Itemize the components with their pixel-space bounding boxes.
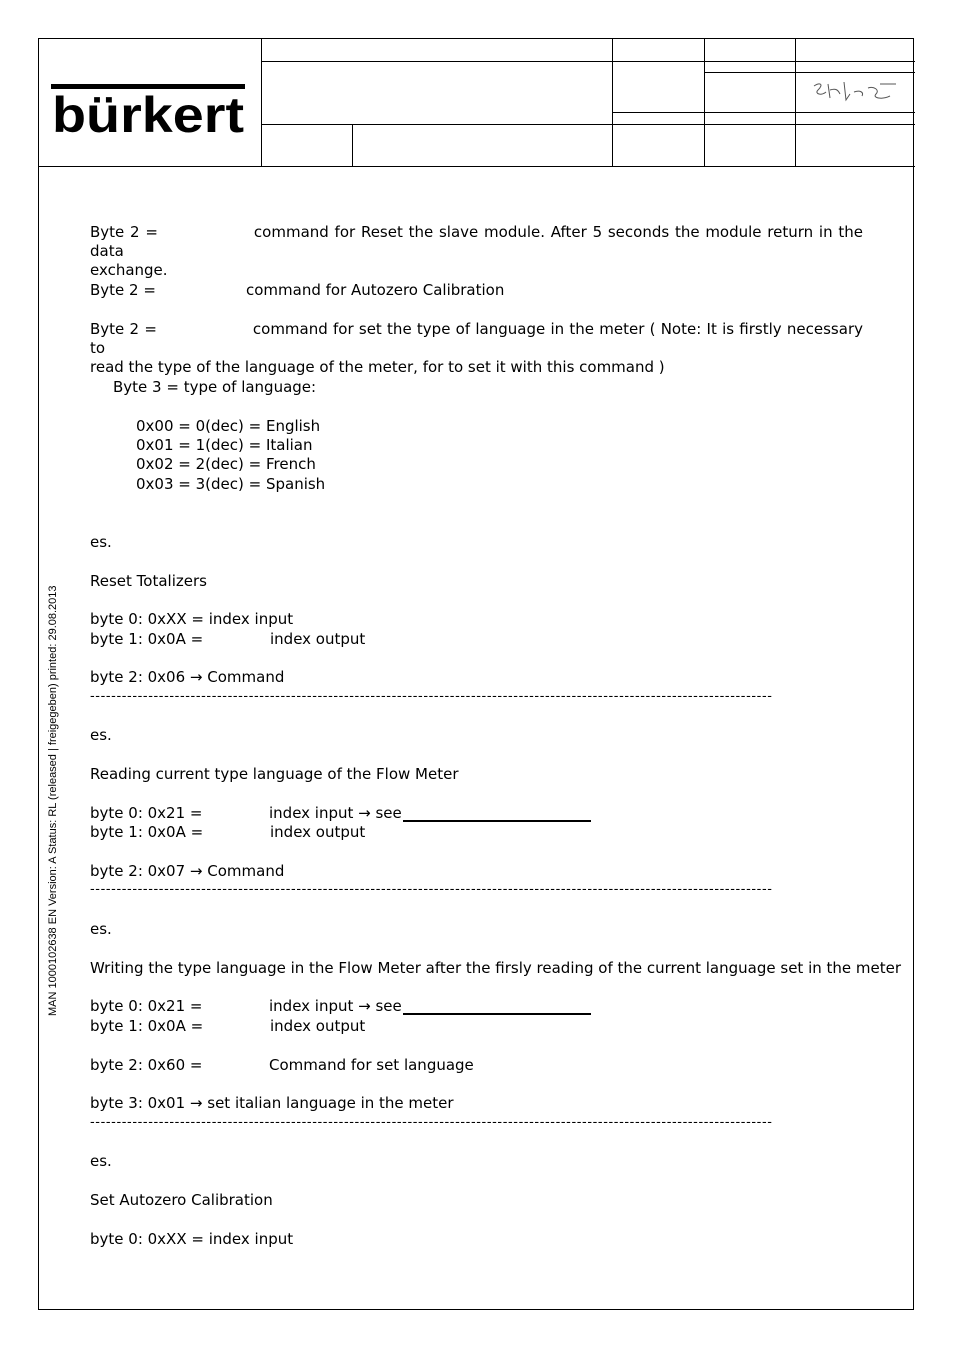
reference-link-underline[interactable] bbox=[403, 1013, 591, 1015]
reset-command-text: command for Reset the slave module. After 5 seconds the module return in the data bbox=[90, 223, 863, 260]
language-item: 0x02 = 2(dec) = French bbox=[136, 455, 316, 473]
language-item: 0x03 = 3(dec) = Spanish bbox=[136, 475, 326, 493]
byte-line: byte 3: 0x01 → set italian language in the meter bbox=[90, 1094, 454, 1112]
language-command-text: command for set the type of language in the meter ( Note: It is firstly necessary to bbox=[90, 320, 863, 357]
byte-line-value: index input → see bbox=[269, 997, 402, 1015]
byte-line-value: index output bbox=[270, 1017, 366, 1035]
byte-line-value: index input → see bbox=[269, 804, 402, 822]
example-label: es. bbox=[90, 533, 112, 551]
header-bottom-line bbox=[38, 166, 915, 167]
separator-dashes: --------------------------------------------------------------------------------------------------------------------------------- bbox=[90, 1116, 773, 1130]
svg-text:bürkert: bürkert bbox=[52, 87, 245, 136]
header-hline-3 bbox=[612, 112, 915, 113]
byte-line: byte 0: 0xXX = index input bbox=[90, 1230, 294, 1248]
header-vline-5 bbox=[352, 124, 353, 166]
header-hline-2 bbox=[704, 72, 915, 73]
byte-line: byte 0: 0x21 = bbox=[90, 997, 203, 1015]
header-vline-1 bbox=[261, 38, 262, 166]
header-vline-4 bbox=[795, 38, 796, 166]
paragraph-reset-command bbox=[90, 223, 863, 280]
reference-link-underline[interactable] bbox=[403, 820, 591, 822]
reset-command-text-cont: exchange. bbox=[90, 261, 168, 279]
byte-line: byte 1: 0x0A = bbox=[90, 823, 204, 841]
byte-line: byte 0: 0x21 = bbox=[90, 804, 203, 822]
language-item: 0x00 = 0(dec) = English bbox=[136, 417, 321, 435]
document-side-info: MAN 1000102638 EN Version: A Status: RL (released | freigegeben) printed: 29.08.2013 bbox=[47, 585, 59, 1016]
paragraph-language-command bbox=[90, 320, 863, 377]
byte-line: byte 2: 0x60 = bbox=[90, 1056, 203, 1074]
example-title: Writing the type language in the Flow Meter after the firsly reading of the current language set in the meter bbox=[90, 959, 902, 977]
separator-dashes: --------------------------------------------------------------------------------------------------------------------------------- bbox=[90, 883, 773, 897]
byte-line-value: index output bbox=[270, 823, 366, 841]
example-label: es. bbox=[90, 1152, 112, 1170]
byte3-heading: Byte 3 = type of language: bbox=[113, 378, 317, 396]
byte-label: Byte 2 = bbox=[90, 320, 157, 338]
byte-line: byte 2: 0x06 → Command bbox=[90, 668, 285, 686]
byte-line-value: index output bbox=[270, 630, 366, 648]
signature-image bbox=[810, 78, 902, 106]
byte-line: byte 1: 0x0A = bbox=[90, 630, 204, 648]
example-title: Reading current type language of the Flow Meter bbox=[90, 765, 459, 783]
header-vline-2 bbox=[612, 38, 613, 166]
autozero-command-text: command for Autozero Calibration bbox=[246, 281, 505, 299]
burkert-logo bbox=[51, 84, 245, 136]
byte-line: byte 1: 0x0A = bbox=[90, 1017, 204, 1035]
header-hline-1 bbox=[261, 61, 915, 62]
language-command-text-cont: read the type of the language of the meter, for to set it with this command ) bbox=[90, 358, 665, 376]
header-vline-3 bbox=[704, 38, 705, 166]
byte-label: Byte 2 = bbox=[90, 281, 156, 299]
separator-dashes: --------------------------------------------------------------------------------------------------------------------------------- bbox=[90, 690, 773, 704]
byte-label: Byte 2 = bbox=[90, 223, 158, 241]
language-item: 0x01 = 1(dec) = Italian bbox=[136, 436, 313, 454]
example-label: es. bbox=[90, 920, 112, 938]
header-hline-4 bbox=[261, 124, 915, 125]
example-title: Reset Totalizers bbox=[90, 572, 207, 590]
example-title: Set Autozero Calibration bbox=[90, 1191, 273, 1209]
byte-line: byte 0: 0xXX = index input bbox=[90, 610, 294, 628]
byte-line-value: Command for set language bbox=[269, 1056, 474, 1074]
byte-line: byte 2: 0x07 → Command bbox=[90, 862, 285, 880]
example-label: es. bbox=[90, 726, 112, 744]
